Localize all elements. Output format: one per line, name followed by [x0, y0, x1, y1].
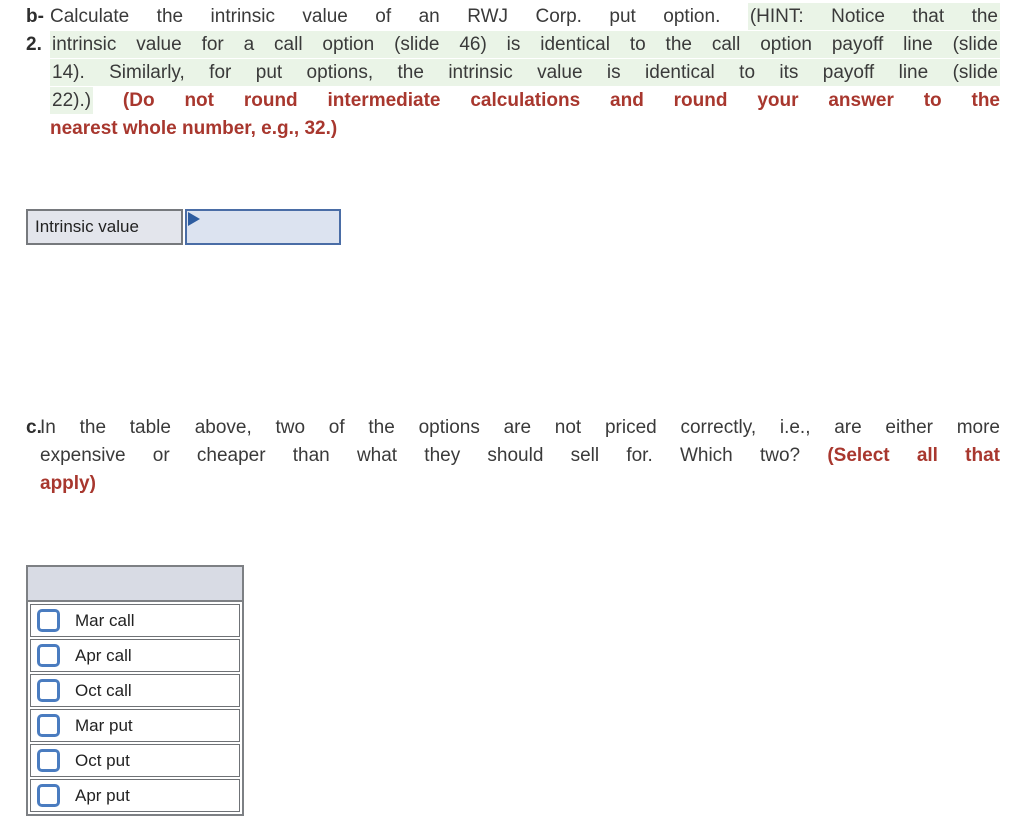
question-c-line2 — [40, 442, 1000, 470]
select-all-instruction-text: apply) — [40, 473, 96, 494]
options-table-header — [28, 567, 242, 602]
option-checkbox-mar-call[interactable] — [37, 609, 60, 632]
options-table — [26, 565, 244, 816]
hint-highlight-text: 22).) — [50, 87, 93, 114]
option-checkbox-oct-put[interactable] — [37, 749, 60, 772]
question-text: expensive or cheaper than what they should sell for. Which two? — [40, 445, 828, 466]
question-c-line1 — [40, 414, 1000, 442]
option-label: Mar put — [75, 715, 133, 735]
option-label: Oct call — [75, 680, 132, 700]
question-c-label: c. — [26, 417, 42, 438]
question-c — [26, 414, 1000, 498]
select-all-instruction-text: (Select all that — [827, 445, 1000, 466]
option-row-oct-call — [30, 674, 240, 707]
option-checkbox-oct-call[interactable] — [37, 679, 60, 702]
intrinsic-value-input[interactable] — [187, 211, 339, 243]
question-b-2-text — [50, 3, 1000, 143]
options-table-rows — [28, 602, 242, 814]
question-b-2-label-part2: 2. — [26, 34, 42, 55]
rounding-instruction-text: nearest whole number, e.g., 32.) — [50, 118, 338, 139]
question-text: Calculate the intrinsic value of an RWJ Corp. put option. — [50, 6, 748, 27]
option-checkbox-apr-call[interactable] — [37, 644, 60, 667]
question-b-2-line4 — [50, 87, 1000, 115]
option-row-oct-put — [30, 744, 240, 777]
option-row-mar-call — [30, 604, 240, 637]
option-row-apr-put — [30, 779, 240, 812]
question-b-2-line1 — [50, 3, 1000, 31]
question-b-2 — [26, 3, 1000, 143]
intrinsic-value-cell[interactable] — [185, 209, 341, 245]
question-b-2-line3 — [50, 59, 1000, 87]
question-text: In the table above, two of the options are not priced correctly, i.e., are either more — [40, 417, 1000, 438]
question-c-text — [40, 414, 1000, 498]
option-label: Apr put — [75, 785, 130, 805]
intrinsic-value-label: Intrinsic value — [35, 217, 139, 236]
option-checkbox-mar-put[interactable] — [37, 714, 60, 737]
option-row-apr-call — [30, 639, 240, 672]
rounding-instruction-text: (Do not round intermediate calculations and round your answer to the — [93, 90, 1000, 111]
option-checkbox-apr-put[interactable] — [37, 784, 60, 807]
option-label: Mar call — [75, 610, 135, 630]
hint-highlight-text: intrinsic value for a call option (slide 46) is identical to the call option payoff line (slide — [50, 31, 1000, 58]
hint-highlight-text: 14). Similarly, for put options, the intrinsic value is identical to its payoff line (slide — [50, 59, 1000, 86]
question-b-2-label-part1: b- — [26, 6, 44, 27]
option-label: Oct put — [75, 750, 130, 770]
option-label: Apr call — [75, 645, 132, 665]
hint-highlight-text: (HINT: Notice that the — [748, 3, 1000, 30]
option-row-mar-put — [30, 709, 240, 742]
question-b-2-line2 — [50, 31, 1000, 59]
intrinsic-value-row — [26, 209, 341, 245]
intrinsic-value-label-cell — [26, 209, 183, 245]
